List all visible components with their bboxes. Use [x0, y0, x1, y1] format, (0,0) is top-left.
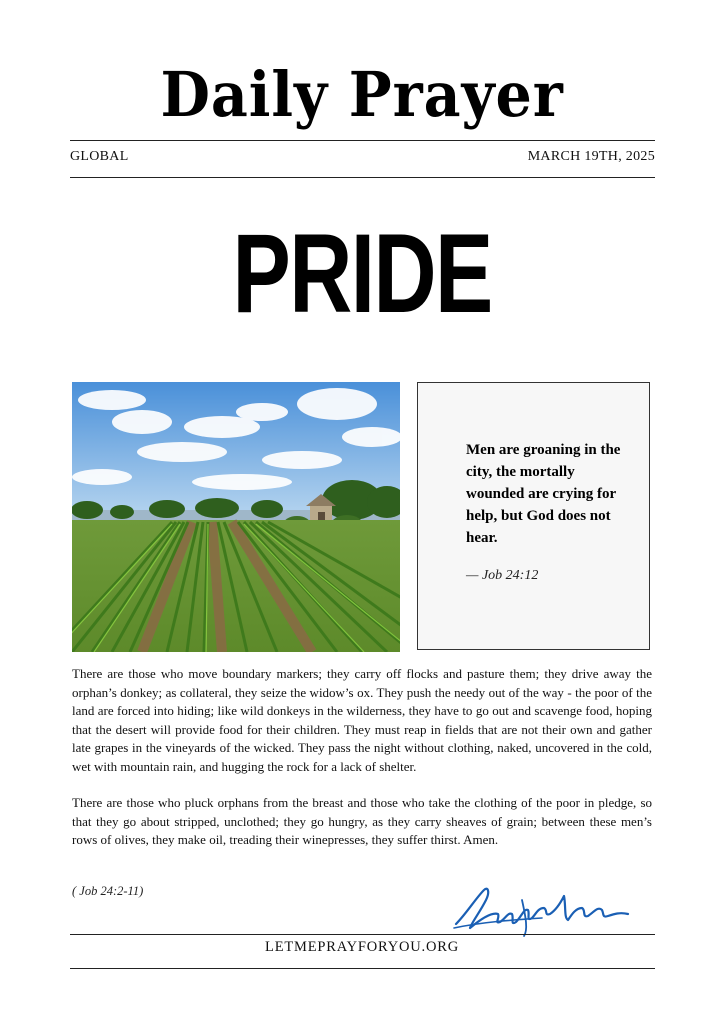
signature	[452, 878, 630, 938]
quote-reference: — Job 24:12	[466, 568, 539, 583]
vineyard-photo	[72, 382, 400, 652]
masthead	[0, 52, 724, 138]
source-citation: ( Job 24:2-11)	[72, 884, 144, 898]
meta-bottom-rule	[70, 177, 655, 178]
masthead-title: Daily Prayer	[160, 58, 564, 131]
footer-bottom-rule	[70, 968, 655, 969]
region-label: GLOBAL	[70, 149, 129, 164]
date-label: MARCH 19TH, 2025	[527, 149, 655, 164]
footer-url[interactable]: LETMEPRAYFORYOU.ORG	[265, 939, 459, 955]
quote-text: Men are groaning in the city, the mortally wounded are crying for help, but God does not hear.	[466, 442, 621, 546]
meta-row	[70, 149, 655, 169]
body-paragraph: There are those who move boundary markers; they carry off flocks and pasture them; they drive away the orphan’s donkey; as collateral, they seize the widow’s ox. They push the needy out of the way - the poor of the land are forced into hiding; like wild donkeys in the wilderness, they have to go out and scavenge food, hoping that the desert will provide food for their children. They must reap in fields that are not their own and gather late grapes in the vineyards of the wicked. They pass the night without clothing, naked, uncovered in the cold, wet with mountain rain, and hugging the rock for a lack of shelter.	[72, 666, 652, 774]
footer-top-rule	[70, 934, 655, 935]
scripture-quote-box	[417, 382, 650, 650]
body-paragraph: There are those who pluck orphans from the breast and those who take the clothing of the poor in pledge, so that they go about stripped, unclothed; they go hungry, as they carry sheaves of grain; between these men’s rows of olives, they make oil, treading their winepresses, they suffer thirst. Amen.	[72, 795, 652, 847]
top-rule	[70, 140, 655, 141]
headline	[0, 211, 724, 336]
headline-text: PRIDE	[232, 211, 492, 336]
footer	[0, 939, 724, 956]
prayer-body	[72, 665, 652, 868]
